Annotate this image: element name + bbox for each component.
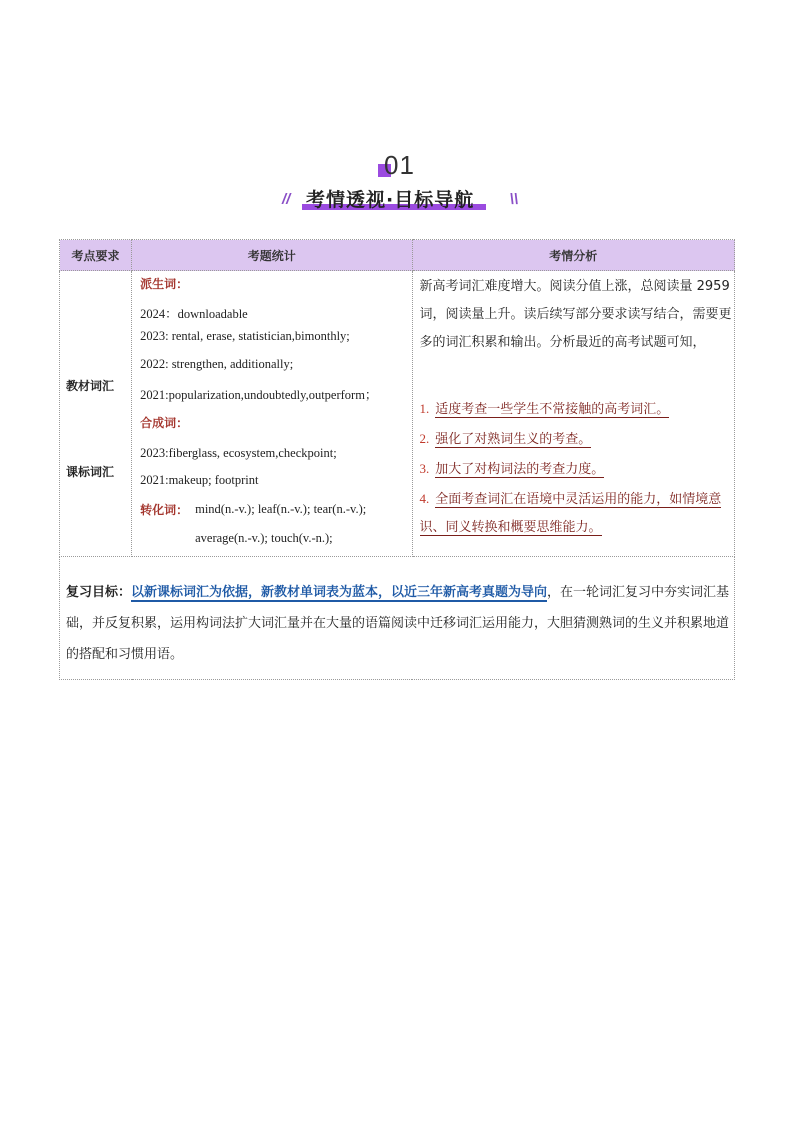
analysis-item-number: 1.: [419, 401, 430, 416]
table-body-row: [60, 271, 735, 557]
analysis-item-text: 强化了对熟词生义的考查。: [435, 432, 592, 447]
section-title: 考情透视·目标导航: [306, 189, 475, 211]
analysis-cell: [412, 271, 735, 557]
category-standard-vocab: 课标词汇: [66, 465, 115, 479]
analysis-item-text: 全面考查词汇在语境中灵活运用的能力，如情境意识、同义转换和概要思维能力。: [419, 492, 722, 535]
analysis-item: [420, 425, 732, 454]
compound-line-2023: 2023:fiberglass, ecosystem,checkpoint;: [140, 446, 337, 460]
compound-words-label: 合成词：: [140, 416, 189, 430]
section-number-block: [378, 150, 438, 180]
section-number: 01: [384, 150, 415, 180]
analysis-item: [420, 395, 732, 424]
derived-line-2024: 2024：downloadable: [140, 307, 248, 321]
analysis-item: [420, 485, 732, 542]
review-goal-highlight: 以新课标词汇为依据，新教材单词表为蓝本，以近三年新高考真题为导向: [131, 585, 548, 600]
review-goal-label: 复习目标：: [66, 585, 132, 600]
derived-words-label: 派生词：: [140, 277, 189, 291]
analysis-item-text: 加大了对构词法的考查力度。: [435, 462, 605, 477]
derived-line-2023: 2023: rental, erase, statistician,bimonthly;: [140, 329, 350, 343]
analysis-item-number: 3.: [419, 461, 430, 476]
exam-analysis-table: [59, 239, 735, 680]
derived-line-2021: 2021:popularization,undoubtedly,outperform；: [140, 388, 378, 402]
analysis-item: [420, 455, 732, 484]
title-slash-left: //: [282, 191, 291, 208]
table-header-row: [60, 240, 735, 271]
section-title-bar: [282, 183, 518, 213]
review-goal-text: [66, 577, 731, 670]
derived-line-2022: 2022: strengthen, additionally;: [140, 357, 294, 371]
review-goal-row: [60, 557, 735, 680]
category-textbook-vocab: 教材词汇: [66, 379, 115, 393]
analysis-item-number: 2.: [419, 431, 430, 446]
title-slash-right: \\: [509, 191, 518, 208]
header-requirement: 考点要求: [60, 240, 132, 271]
category-cell: [60, 271, 132, 557]
review-goal-cell: [60, 557, 735, 680]
analysis-item-number: 4.: [419, 491, 430, 506]
analysis-item-text: 适度考查一些学生不常接触的高考词汇。: [435, 402, 670, 417]
compound-line-2021: 2021:makeup; footprint: [140, 473, 259, 487]
statistics-cell: [132, 271, 412, 557]
review-goal-rest: ，在一轮词汇复习中夯实词汇基础，并反复积累，运用构词法扩大词汇量并在大量的语篇阅读中迁移词汇运用能力，大胆猜测熟词的生义并积累地道的搭配和习惯用语。: [66, 585, 730, 662]
header-analysis: 考情分析: [412, 240, 735, 271]
conversion-line-2: average(n.-v.); touch(v.-n.);: [195, 531, 333, 545]
analysis-paragraph: 新高考词汇难度增大。阅读分值上涨，总阅读量 2959 词，阅读量上升。读后续写部分要求读写结合，需要更多的词汇积累和输出。分析最近的高考试题可知，: [419, 279, 732, 350]
conversion-words-label: 转化词：: [140, 503, 189, 517]
header-statistics: 考题统计: [132, 240, 412, 271]
conversion-line-1: mind(n.-v.); leaf(n.-v.); tear(n.-v.);: [195, 502, 367, 516]
